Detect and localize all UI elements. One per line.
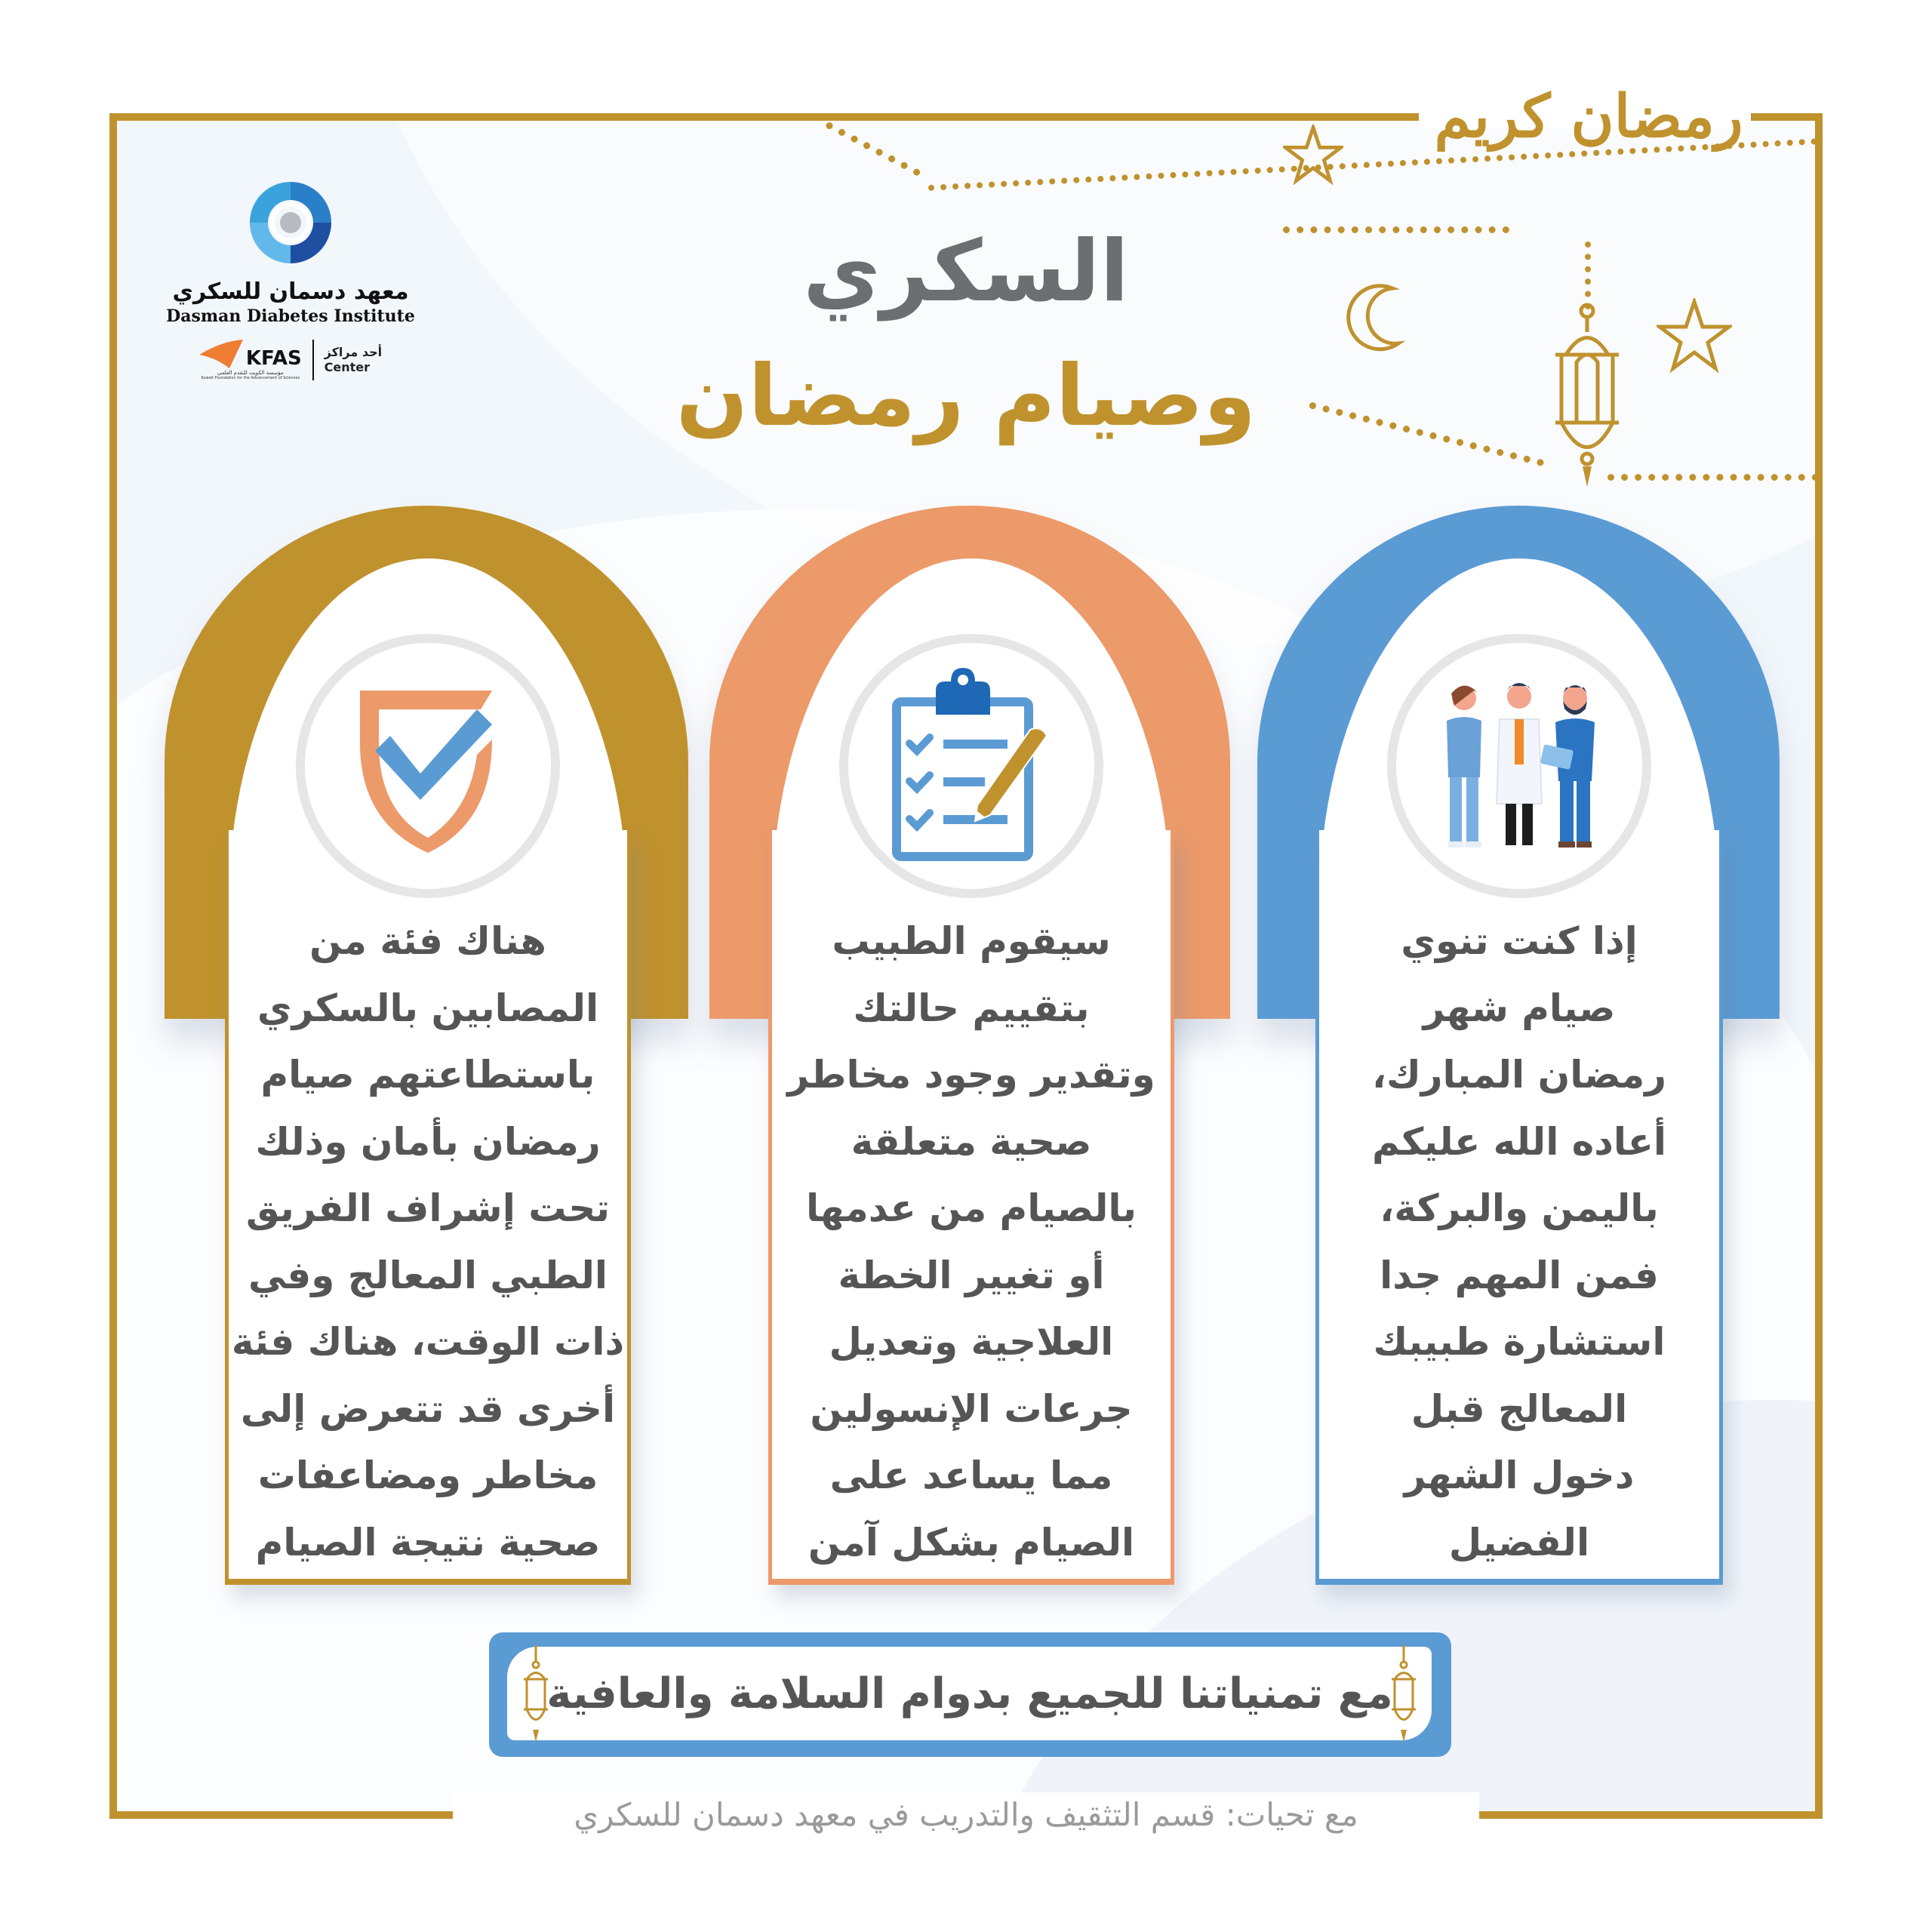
card-text — [1315, 908, 1723, 1576]
card-line: أخرى قد تتعرض إلى — [240, 1386, 616, 1431]
card-line: صحية متعلقة — [851, 1119, 1092, 1164]
star-icon — [1283, 125, 1343, 185]
card-line: أو تغيير الخطة — [838, 1253, 1105, 1297]
card-line: ذات الوقت، هناك فئة — [231, 1320, 625, 1364]
card-line: بالصيام من عدمها — [806, 1186, 1137, 1230]
card-line: تحت إشراف الفريق — [245, 1186, 611, 1230]
center-label — [325, 345, 382, 375]
kfas-label: KFAS — [245, 347, 302, 370]
card-line: العلاجية وتعديل — [829, 1320, 1114, 1364]
card-line: الفضيل — [1448, 1520, 1590, 1564]
kfas-logo — [199, 340, 302, 380]
card-line: أعاده الله عليكم — [1372, 1119, 1666, 1164]
lantern-string — [1585, 242, 1591, 309]
page-subtitle: وصيام رمضان — [675, 347, 1257, 445]
center-label-en: Center — [324, 360, 371, 374]
card-text — [768, 908, 1174, 1576]
card-line: رمضان المبارك، — [1371, 1053, 1667, 1097]
card-line: مخاطر ومضاعفات — [257, 1454, 598, 1497]
kfas-subtitle-en: Kuwait Foundation for the Advancement of Sciences — [201, 376, 300, 380]
card-line: المصابين بالسكري — [257, 986, 599, 1030]
card-line: المعالج قبل — [1411, 1386, 1628, 1431]
card-line: فمن المهم جدا — [1380, 1253, 1659, 1297]
card-line: جرعات الإنسولين — [810, 1386, 1133, 1431]
kfas-wing-icon — [199, 340, 245, 370]
card-line: استشارة طبيبك — [1373, 1320, 1666, 1364]
medical-team-icon — [1430, 675, 1611, 857]
dasman-logo — [162, 177, 419, 380]
kfas-subtitle-ar: مؤسسة الكويت للتقدم العلمي — [217, 370, 284, 376]
clipboard-checklist-icon — [891, 668, 1057, 864]
card-line: صحية نتيجة الصيام — [255, 1520, 601, 1564]
card-line: إذا كنت تنوي — [1401, 919, 1638, 963]
shield-check-icon — [341, 683, 515, 857]
card-line: الصيام بشكل آمن — [808, 1520, 1135, 1564]
card-line: هناك فئة من — [309, 919, 546, 963]
card-line: دخول الشهر — [1404, 1454, 1635, 1497]
dasman-swirl-icon — [245, 177, 336, 268]
crescent-moon-icon — [1340, 279, 1415, 355]
dotted-string — [1283, 226, 1509, 233]
card-line: رمضان بأمان وذلك — [255, 1119, 601, 1164]
kfas-partner — [162, 340, 419, 380]
page-title: السكري — [803, 223, 1129, 321]
card-line: سيقوم الطبيب — [832, 919, 1111, 963]
divider — [312, 340, 314, 380]
card-line: وتقدير وجود مخاطر — [787, 1053, 1155, 1097]
card-line: الطبي المعالج وفي — [248, 1253, 608, 1297]
logo-name-arabic: معهد دسمان للسكري — [172, 278, 409, 305]
card-text — [225, 908, 631, 1576]
star-icon — [1657, 298, 1732, 374]
card-line: باستطاعتهم صيام — [260, 1053, 595, 1097]
center-label-ar: أحد مراكز — [324, 345, 383, 359]
card-line: بتقييم حالتك — [853, 986, 1090, 1030]
ramadan-kareem-calligraphy: رمضان كريم — [1434, 82, 1743, 151]
dotted-string — [1607, 474, 1819, 481]
card-line: صيام شهر — [1423, 986, 1616, 1030]
lantern-icon — [1551, 302, 1623, 491]
card-line: مما يساعد على — [829, 1454, 1113, 1497]
logo-name-english: Dasman Diabetes Institute — [166, 306, 415, 326]
card-line: باليمن والبركة، — [1380, 1186, 1659, 1230]
footer-credit: مع تحيات: قسم التثقيف والتدريب في معهد دسمان للسكري — [453, 1792, 1479, 1838]
banner-text: مع تمنياتنا للجميع بدوام السلامة والعافية — [546, 1669, 1393, 1718]
